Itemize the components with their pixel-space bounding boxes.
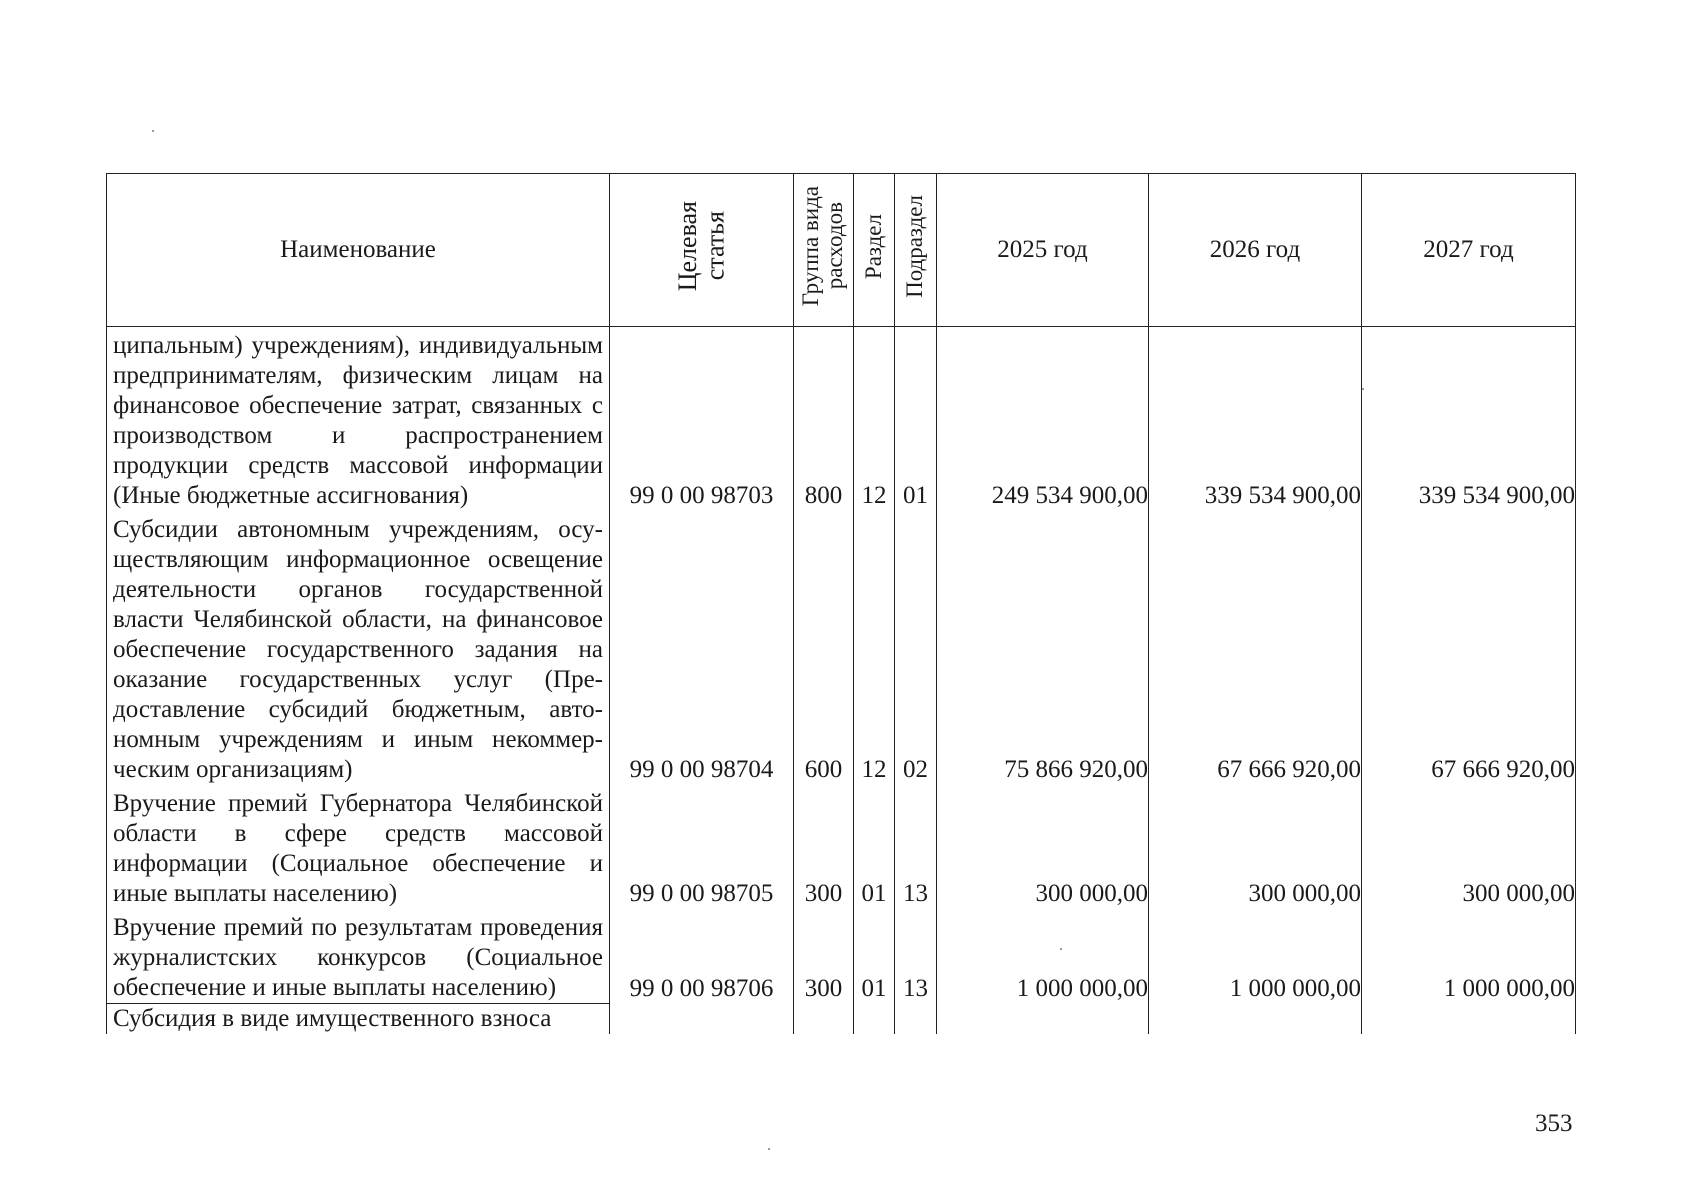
header-target-article: Целевая статья bbox=[610, 174, 794, 327]
row-expense-group: 800 bbox=[794, 327, 854, 512]
header-subsection: Подраздел bbox=[895, 174, 937, 327]
row-target-article: 99 0 00 98706 bbox=[610, 909, 794, 1004]
row-name: Вручение премий Губернатора Челябинской области в сфере средств массовой информации (Социальное обеспечение и иные выплаты населению) bbox=[107, 785, 610, 909]
row-section: 12 bbox=[854, 327, 895, 512]
row-target-article: 99 0 00 98704 bbox=[610, 511, 794, 785]
header-section: Раздел bbox=[854, 174, 895, 327]
row-target-article: 99 0 00 98703 bbox=[610, 327, 794, 512]
table-row bbox=[107, 909, 1576, 1004]
header-year-2025: 2025 год bbox=[937, 174, 1149, 327]
row-section: 01 bbox=[854, 909, 895, 1004]
row-subsection bbox=[895, 1004, 937, 1035]
row-amount-2027: 1 000 000,00 bbox=[1362, 909, 1576, 1004]
row-amount-2025: 300 000,00 bbox=[937, 785, 1149, 909]
header-expense-group: Группа вида расходов bbox=[794, 174, 854, 327]
row-amount-2025: 1 000 000,00 bbox=[937, 909, 1149, 1004]
row-expense-group: 300 bbox=[794, 785, 854, 909]
row-expense-group: 600 bbox=[794, 511, 854, 785]
row-name: Вручение премий по результатам проведения журналистских конкурсов (Социальное обеспечение и иные выплаты населению) bbox=[107, 909, 610, 1004]
row-amount-2026: 300 000,00 bbox=[1149, 785, 1362, 909]
row-amount-2027: 300 000,00 bbox=[1362, 785, 1576, 909]
row-amount-2026: 1 000 000,00 bbox=[1149, 909, 1362, 1004]
row-section bbox=[854, 1004, 895, 1035]
header-year-2026: 2026 год bbox=[1149, 174, 1362, 327]
scan-speck bbox=[768, 1148, 770, 1150]
table-row bbox=[107, 327, 1576, 512]
row-subsection: 13 bbox=[895, 785, 937, 909]
row-expense-group bbox=[794, 1004, 854, 1035]
header-name: Наименование bbox=[107, 174, 610, 327]
row-subsection: 01 bbox=[895, 327, 937, 512]
header-year-2027: 2027 год bbox=[1362, 174, 1576, 327]
table-header-row bbox=[107, 174, 1576, 327]
scan-speck bbox=[152, 130, 154, 132]
row-subsection: 02 bbox=[895, 511, 937, 785]
row-target-article: 99 0 00 98705 bbox=[610, 785, 794, 909]
row-amount-2027: 339 534 900,00 bbox=[1362, 327, 1576, 512]
row-name: Субсидии автономным учреждениям, осуществляющим информационное освещение деятельности органов государственной власти Челябинской области, на финансовое обеспечение государственного задания на оказание государственных услуг (Предоставление субсидий бюджетным, автономным учреждениям и иным некоммерческим организациям) bbox=[107, 511, 610, 785]
row-name: ципальным) учреждениям), индивидуальным предпринимателям, физическим лицам на финансовое обеспечение затрат, связанных с производством и распространением продукции средств массовой информации (Иные бюджетные ассигнования) bbox=[107, 327, 610, 512]
row-target-article bbox=[610, 1004, 794, 1035]
table-row bbox=[107, 785, 1576, 909]
row-expense-group: 300 bbox=[794, 909, 854, 1004]
row-amount-2026 bbox=[1149, 1004, 1362, 1035]
row-amount-2027: 67 666 920,00 bbox=[1362, 511, 1576, 785]
row-amount-2027 bbox=[1362, 1004, 1576, 1035]
row-amount-2026: 67 666 920,00 bbox=[1149, 511, 1362, 785]
table-row bbox=[107, 511, 1576, 785]
row-section: 01 bbox=[854, 785, 895, 909]
row-amount-2025 bbox=[937, 1004, 1149, 1035]
budget-table bbox=[106, 173, 1576, 1034]
row-name: Субсидия в виде имущественного взноса bbox=[107, 1004, 610, 1035]
row-amount-2025: 75 866 920,00 bbox=[937, 511, 1149, 785]
row-section: 12 bbox=[854, 511, 895, 785]
table-row-continued bbox=[107, 1004, 1576, 1035]
row-subsection: 13 bbox=[895, 909, 937, 1004]
row-amount-2025: 249 534 900,00 bbox=[937, 327, 1149, 512]
page-number: 353 bbox=[1535, 1110, 1573, 1137]
row-amount-2026: 339 534 900,00 bbox=[1149, 327, 1362, 512]
